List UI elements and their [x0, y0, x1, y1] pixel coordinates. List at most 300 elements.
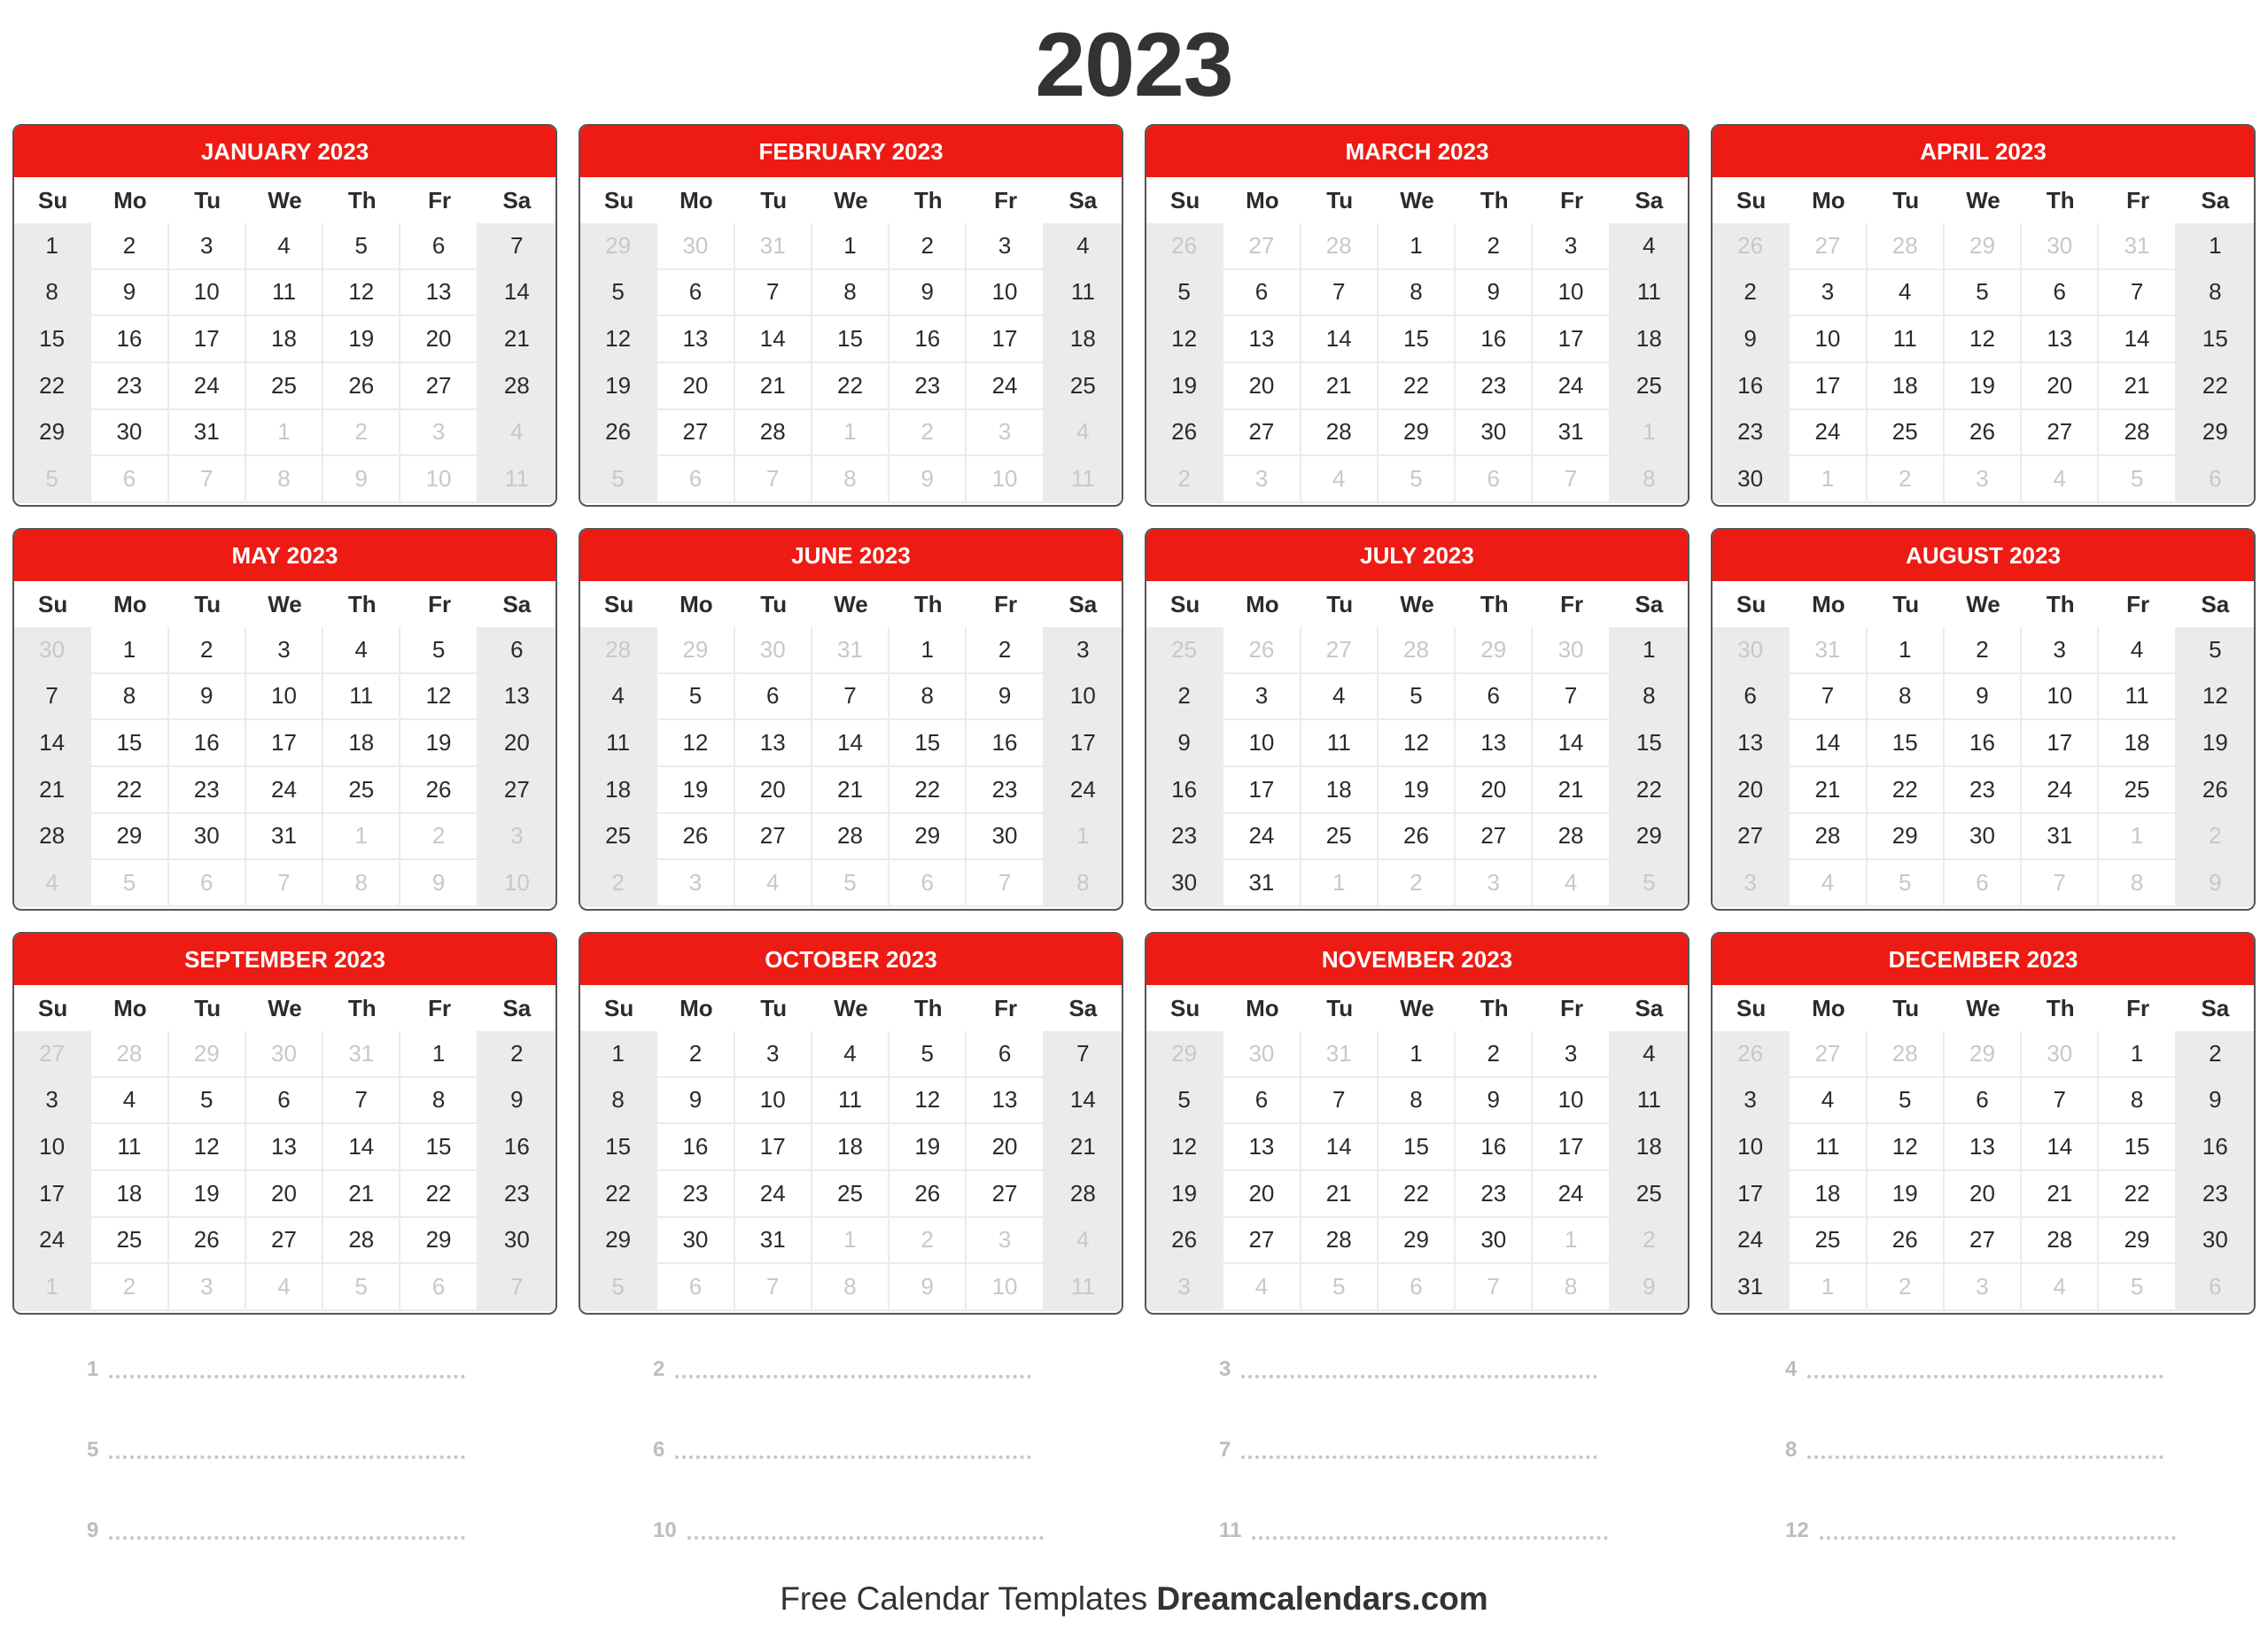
notes-section — [12, 1329, 2255, 1571]
footer — [0, 1580, 2268, 1618]
day-cell: 30 — [169, 814, 246, 861]
note-number: 6 — [653, 1437, 665, 1462]
day-cell-outside-month: 9 — [323, 456, 400, 503]
weekday-label: Mo — [1246, 590, 1279, 617]
day-cell: 6 — [400, 223, 478, 270]
day-cell: 17 — [2022, 720, 2099, 767]
weekday-label: Th — [347, 994, 377, 1021]
day-cell: 29 — [1868, 814, 1945, 861]
day-cell: 15 — [91, 720, 168, 767]
day-cell: 7 — [735, 270, 812, 317]
day-cell: 15 — [2177, 316, 2254, 363]
day-cell-outside-month: 8 — [1611, 456, 1688, 503]
day-cell: 3 — [246, 627, 323, 674]
day-cell-outside-month: 11 — [1045, 1264, 1122, 1311]
day-cell: 1 — [580, 1031, 657, 1078]
day-cell: 1 — [1611, 627, 1688, 674]
day-grid — [580, 1031, 1122, 1311]
day-cell: 25 — [1045, 363, 1122, 410]
month-title: JANUARY 2023 — [14, 126, 555, 177]
day-cell: 9 — [169, 674, 246, 721]
month-card — [1145, 528, 1689, 911]
day-cell: 10 — [1223, 720, 1301, 767]
weekday-label: Mo — [680, 590, 713, 617]
month-title: MARCH 2023 — [1146, 126, 1688, 177]
day-cell-outside-month: 1 — [14, 1264, 91, 1311]
day-cell: 15 — [400, 1124, 478, 1171]
day-cell-outside-month: 29 — [169, 1031, 246, 1078]
day-cell: 27 — [1223, 410, 1301, 457]
weekday-label: Fr — [428, 994, 452, 1021]
day-cell-outside-month: 6 — [400, 1264, 478, 1311]
day-cell: 3 — [1223, 674, 1301, 721]
weekday-label: Sa — [1635, 590, 1664, 617]
month-card — [1711, 528, 2256, 911]
weekday-label: Mo — [680, 186, 713, 213]
day-cell: 30 — [478, 1218, 555, 1265]
weekday-label: Tu — [760, 590, 788, 617]
day-cell: 30 — [967, 814, 1044, 861]
day-cell: 31 — [735, 1218, 812, 1265]
day-cell-outside-month: 30 — [1533, 627, 1610, 674]
day-cell: 2 — [1713, 270, 1790, 317]
day-cell: 23 — [967, 767, 1044, 814]
day-cell-outside-month: 4 — [1790, 860, 1867, 907]
day-cell: 27 — [478, 767, 555, 814]
day-cell: 16 — [889, 316, 967, 363]
day-cell-outside-month: 6 — [657, 1264, 734, 1311]
day-cell: 9 — [1456, 1078, 1533, 1125]
month-card — [12, 528, 557, 911]
day-cell-outside-month: 31 — [1301, 1031, 1379, 1078]
day-cell: 8 — [1611, 674, 1688, 721]
month-title: JULY 2023 — [1146, 530, 1688, 581]
day-cell: 3 — [967, 223, 1044, 270]
month-card — [1711, 124, 2256, 507]
day-cell: 30 — [2177, 1218, 2254, 1265]
day-grid — [1146, 223, 1688, 503]
day-cell: 29 — [400, 1218, 478, 1265]
day-cell: 24 — [1045, 767, 1122, 814]
day-cell-outside-month: 26 — [1223, 627, 1301, 674]
day-cell: 20 — [735, 767, 812, 814]
weekday-header-row — [580, 985, 1122, 1031]
day-grid — [14, 223, 555, 503]
day-cell-outside-month: 1 — [1533, 1218, 1610, 1265]
day-cell: 7 — [478, 223, 555, 270]
weekday-label: Fr — [1560, 994, 1584, 1021]
weekday-label: Mo — [1812, 994, 1845, 1021]
day-grid — [580, 627, 1122, 907]
weekday-label: We — [1400, 590, 1434, 617]
day-cell: 16 — [1945, 720, 2022, 767]
day-cell: 3 — [1533, 223, 1610, 270]
day-cell-outside-month: 7 — [2022, 860, 2099, 907]
day-cell: 6 — [657, 270, 734, 317]
month-title: JUNE 2023 — [580, 530, 1122, 581]
day-cell: 7 — [812, 674, 889, 721]
day-cell: 9 — [2177, 1078, 2254, 1125]
day-cell-outside-month: 4 — [1223, 1264, 1301, 1311]
day-cell: 29 — [14, 410, 91, 457]
day-cell: 24 — [967, 363, 1044, 410]
day-cell: 29 — [2177, 410, 2254, 457]
month-card — [1145, 124, 1689, 507]
day-cell: 23 — [478, 1171, 555, 1218]
day-cell: 15 — [1868, 720, 1945, 767]
day-cell: 14 — [1301, 316, 1379, 363]
month-card — [1711, 932, 2256, 1315]
weekday-label: Mo — [1812, 186, 1845, 213]
day-cell-outside-month: 4 — [735, 860, 812, 907]
note-dotted-line — [1807, 1455, 2163, 1459]
day-cell: 20 — [967, 1124, 1044, 1171]
day-cell: 14 — [812, 720, 889, 767]
day-cell: 3 — [1713, 1078, 1790, 1125]
day-cell: 15 — [812, 316, 889, 363]
day-cell: 22 — [1379, 363, 1456, 410]
day-cell-outside-month: 5 — [2099, 456, 2176, 503]
weekday-label: Sa — [1068, 590, 1098, 617]
day-cell: 11 — [246, 270, 323, 317]
day-cell-outside-month: 6 — [1456, 456, 1533, 503]
day-cell: 9 — [657, 1078, 734, 1125]
day-cell: 26 — [400, 767, 478, 814]
day-cell: 7 — [1533, 674, 1610, 721]
day-cell: 20 — [2022, 363, 2099, 410]
weekday-label: We — [1966, 186, 2000, 213]
weekday-label: We — [268, 994, 302, 1021]
weekday-header-row — [1713, 581, 2254, 627]
day-cell: 8 — [2099, 1078, 2176, 1125]
day-cell-outside-month: 29 — [1456, 627, 1533, 674]
day-cell: 29 — [91, 814, 168, 861]
weekday-label: Tu — [760, 186, 788, 213]
weekday-label: Th — [2046, 186, 2075, 213]
day-cell-outside-month: 28 — [1379, 627, 1456, 674]
day-cell-outside-month: 2 — [1611, 1218, 1688, 1265]
day-cell: 28 — [2099, 410, 2176, 457]
weekday-label: Th — [1480, 590, 1509, 617]
month-card — [579, 124, 1123, 507]
weekday-label: Sa — [502, 186, 532, 213]
note-number: 9 — [87, 1517, 99, 1542]
day-cell-outside-month: 2 — [91, 1264, 168, 1311]
day-cell-outside-month: 31 — [2099, 223, 2176, 270]
day-cell: 9 — [1456, 270, 1533, 317]
month-card — [579, 528, 1123, 911]
note-dotted-line — [109, 1375, 465, 1378]
day-cell: 18 — [323, 720, 400, 767]
day-cell-outside-month: 9 — [889, 456, 967, 503]
weekday-label: Fr — [1560, 590, 1584, 617]
day-cell: 24 — [14, 1218, 91, 1265]
day-cell: 20 — [1223, 1171, 1301, 1218]
weekday-label: Sa — [1635, 994, 1664, 1021]
day-cell-outside-month: 4 — [1533, 860, 1610, 907]
day-cell-outside-month: 29 — [580, 223, 657, 270]
day-cell-outside-month: 2 — [580, 860, 657, 907]
month-title: APRIL 2023 — [1713, 126, 2254, 177]
weekday-label: Mo — [113, 590, 147, 617]
note-line-item — [12, 1329, 557, 1409]
day-cell: 12 — [889, 1078, 967, 1125]
weekday-label: Th — [913, 186, 943, 213]
weekday-label: Su — [604, 994, 634, 1021]
day-cell: 13 — [1223, 1124, 1301, 1171]
day-cell-outside-month: 1 — [1790, 1264, 1867, 1311]
day-cell-outside-month: 3 — [169, 1264, 246, 1311]
day-cell-outside-month: 4 — [1301, 456, 1379, 503]
weekday-label: Su — [604, 590, 634, 617]
day-cell-outside-month: 2 — [1146, 456, 1223, 503]
weekday-label: Su — [1736, 186, 1767, 213]
day-cell: 3 — [1045, 627, 1122, 674]
day-cell: 16 — [2177, 1124, 2254, 1171]
day-cell-outside-month: 3 — [478, 814, 555, 861]
day-cell: 22 — [889, 767, 967, 814]
day-cell-outside-month: 2 — [889, 1218, 967, 1265]
day-cell-outside-month: 30 — [735, 627, 812, 674]
day-cell: 17 — [14, 1171, 91, 1218]
weekday-label: Sa — [1068, 186, 1098, 213]
day-cell: 4 — [91, 1078, 168, 1125]
day-cell-outside-month: 30 — [246, 1031, 323, 1078]
day-cell: 16 — [91, 316, 168, 363]
day-cell: 23 — [169, 767, 246, 814]
day-cell: 5 — [889, 1031, 967, 1078]
day-cell-outside-month: 28 — [580, 627, 657, 674]
day-cell: 24 — [735, 1171, 812, 1218]
weekday-label: Mo — [113, 994, 147, 1021]
day-cell-outside-month: 5 — [14, 456, 91, 503]
note-number: 1 — [87, 1356, 99, 1381]
day-cell: 2 — [91, 223, 168, 270]
day-cell-outside-month: 11 — [478, 456, 555, 503]
day-cell-outside-month: 5 — [1611, 860, 1688, 907]
day-cell: 2 — [1945, 627, 2022, 674]
day-cell: 26 — [889, 1171, 967, 1218]
day-cell: 7 — [2022, 1078, 2099, 1125]
day-cell: 19 — [169, 1171, 246, 1218]
weekday-label: Mo — [113, 186, 147, 213]
day-cell: 22 — [400, 1171, 478, 1218]
day-cell-outside-month: 6 — [2177, 1264, 2254, 1311]
day-cell: 15 — [2099, 1124, 2176, 1171]
day-cell: 18 — [1301, 767, 1379, 814]
day-cell: 24 — [1790, 410, 1867, 457]
day-cell: 15 — [1611, 720, 1688, 767]
weekday-label: Mo — [1246, 186, 1279, 213]
day-cell: 13 — [735, 720, 812, 767]
day-cell-outside-month: 3 — [400, 410, 478, 457]
day-cell-outside-month: 7 — [478, 1264, 555, 1311]
day-cell: 2 — [657, 1031, 734, 1078]
day-cell: 4 — [1868, 270, 1945, 317]
day-cell: 22 — [1379, 1171, 1456, 1218]
day-cell: 24 — [246, 767, 323, 814]
weekday-header-row — [580, 177, 1122, 223]
day-cell: 4 — [2099, 627, 2176, 674]
note-dotted-line — [687, 1536, 1044, 1540]
weekday-label: Th — [2046, 994, 2075, 1021]
day-cell: 30 — [657, 1218, 734, 1265]
day-cell: 11 — [1045, 270, 1122, 317]
day-cell: 7 — [323, 1078, 400, 1125]
day-cell: 16 — [169, 720, 246, 767]
day-cell-outside-month: 31 — [323, 1031, 400, 1078]
month-card — [12, 124, 557, 507]
day-cell: 7 — [1301, 1078, 1379, 1125]
day-cell: 8 — [91, 674, 168, 721]
day-cell-outside-month: 6 — [657, 456, 734, 503]
note-line-item — [1145, 1409, 1689, 1490]
day-cell: 19 — [323, 316, 400, 363]
day-cell-outside-month: 31 — [812, 627, 889, 674]
day-cell: 17 — [1533, 316, 1610, 363]
day-cell: 17 — [169, 316, 246, 363]
day-cell: 17 — [1790, 363, 1867, 410]
day-cell: 11 — [1301, 720, 1379, 767]
day-cell: 19 — [1379, 767, 1456, 814]
day-cell-outside-month: 7 — [1533, 456, 1610, 503]
day-cell: 2 — [169, 627, 246, 674]
weekday-label: We — [1966, 994, 2000, 1021]
day-grid — [1146, 627, 1688, 907]
day-cell: 19 — [1868, 1171, 1945, 1218]
month-card — [1145, 932, 1689, 1315]
weekday-header-row — [1146, 985, 1688, 1031]
day-cell: 22 — [91, 767, 168, 814]
day-cell-outside-month: 31 — [1790, 627, 1867, 674]
day-cell: 11 — [2099, 674, 2176, 721]
weekday-label: Fr — [2126, 590, 2150, 617]
day-cell-outside-month: 6 — [1945, 860, 2022, 907]
note-line-item — [1711, 1490, 2256, 1571]
day-cell-outside-month: 6 — [889, 860, 967, 907]
day-cell: 7 — [1301, 270, 1379, 317]
day-cell: 11 — [1790, 1124, 1867, 1171]
weekday-label: Th — [1480, 186, 1509, 213]
day-cell: 28 — [1533, 814, 1610, 861]
day-cell-outside-month: 27 — [1223, 223, 1301, 270]
day-cell-outside-month: 2 — [323, 410, 400, 457]
weekday-label: Fr — [994, 590, 1018, 617]
weekday-header-row — [1146, 581, 1688, 627]
day-cell: 6 — [1456, 674, 1533, 721]
day-cell: 1 — [14, 223, 91, 270]
day-cell: 19 — [657, 767, 734, 814]
day-cell: 6 — [1713, 674, 1790, 721]
day-cell: 1 — [91, 627, 168, 674]
day-cell: 22 — [2177, 363, 2254, 410]
weekday-header-row — [1146, 177, 1688, 223]
day-cell: 24 — [2022, 767, 2099, 814]
day-cell: 12 — [323, 270, 400, 317]
day-cell: 5 — [400, 627, 478, 674]
day-cell-outside-month: 7 — [735, 456, 812, 503]
day-cell: 17 — [735, 1124, 812, 1171]
note-number: 11 — [1219, 1517, 1242, 1542]
day-cell: 10 — [1713, 1124, 1790, 1171]
note-dotted-line — [1241, 1455, 1597, 1459]
day-cell: 3 — [2022, 627, 2099, 674]
note-line-item — [1711, 1409, 2256, 1490]
day-cell: 4 — [1611, 1031, 1688, 1078]
day-cell-outside-month: 2 — [1868, 1264, 1945, 1311]
day-cell-outside-month: 1 — [1611, 410, 1688, 457]
day-cell-outside-month: 3 — [967, 1218, 1044, 1265]
day-cell-outside-month: 9 — [2177, 860, 2254, 907]
day-cell: 8 — [812, 270, 889, 317]
weekday-label: Fr — [428, 590, 452, 617]
day-cell: 20 — [478, 720, 555, 767]
day-cell: 25 — [2099, 767, 2176, 814]
weekday-label: We — [1966, 590, 2000, 617]
day-cell: 5 — [1945, 270, 2022, 317]
footer-text: Free Calendar Templates — [780, 1580, 1148, 1617]
day-grid — [1713, 627, 2254, 907]
day-cell-outside-month: 1 — [1790, 456, 1867, 503]
day-cell: 18 — [91, 1171, 168, 1218]
day-cell-outside-month: 1 — [1301, 860, 1379, 907]
day-cell: 16 — [478, 1124, 555, 1171]
day-cell-outside-month: 5 — [580, 456, 657, 503]
day-cell: 14 — [2022, 1124, 2099, 1171]
weekday-label: Tu — [1326, 590, 1354, 617]
day-cell: 17 — [1533, 1124, 1610, 1171]
day-cell-outside-month: 1 — [812, 1218, 889, 1265]
note-number: 7 — [1219, 1437, 1231, 1462]
note-line-item — [1145, 1490, 1689, 1571]
weekday-label: Tu — [760, 994, 788, 1021]
weekday-label: Sa — [2201, 994, 2230, 1021]
day-cell: 20 — [400, 316, 478, 363]
day-cell-outside-month: 7 — [967, 860, 1044, 907]
weekday-label: Tu — [194, 994, 221, 1021]
day-cell: 7 — [14, 674, 91, 721]
day-cell-outside-month: 3 — [1945, 456, 2022, 503]
day-cell: 21 — [1533, 767, 1610, 814]
weekday-label: Th — [347, 186, 377, 213]
day-cell-outside-month: 3 — [657, 860, 734, 907]
day-grid — [1713, 223, 2254, 503]
weekday-label: Th — [913, 994, 943, 1021]
day-cell: 21 — [2022, 1171, 2099, 1218]
day-cell: 21 — [14, 767, 91, 814]
day-cell: 4 — [1045, 223, 1122, 270]
weekday-label: Sa — [502, 590, 532, 617]
day-cell: 16 — [1713, 363, 1790, 410]
day-grid — [14, 1031, 555, 1311]
day-cell: 5 — [2177, 627, 2254, 674]
weekday-label: Su — [1736, 994, 1767, 1021]
note-line-item — [1711, 1329, 2256, 1409]
day-cell: 28 — [812, 814, 889, 861]
day-cell: 30 — [91, 410, 168, 457]
day-cell: 13 — [1713, 720, 1790, 767]
day-cell-outside-month: 30 — [1223, 1031, 1301, 1078]
weekday-label: Su — [1170, 994, 1200, 1021]
day-cell: 11 — [1868, 316, 1945, 363]
day-cell-outside-month: 8 — [812, 1264, 889, 1311]
weekday-label: Fr — [428, 186, 452, 213]
day-cell: 8 — [1379, 270, 1456, 317]
day-cell: 19 — [400, 720, 478, 767]
month-title: FEBRUARY 2023 — [580, 126, 1122, 177]
day-cell: 26 — [1146, 1218, 1223, 1265]
day-cell: 27 — [246, 1218, 323, 1265]
